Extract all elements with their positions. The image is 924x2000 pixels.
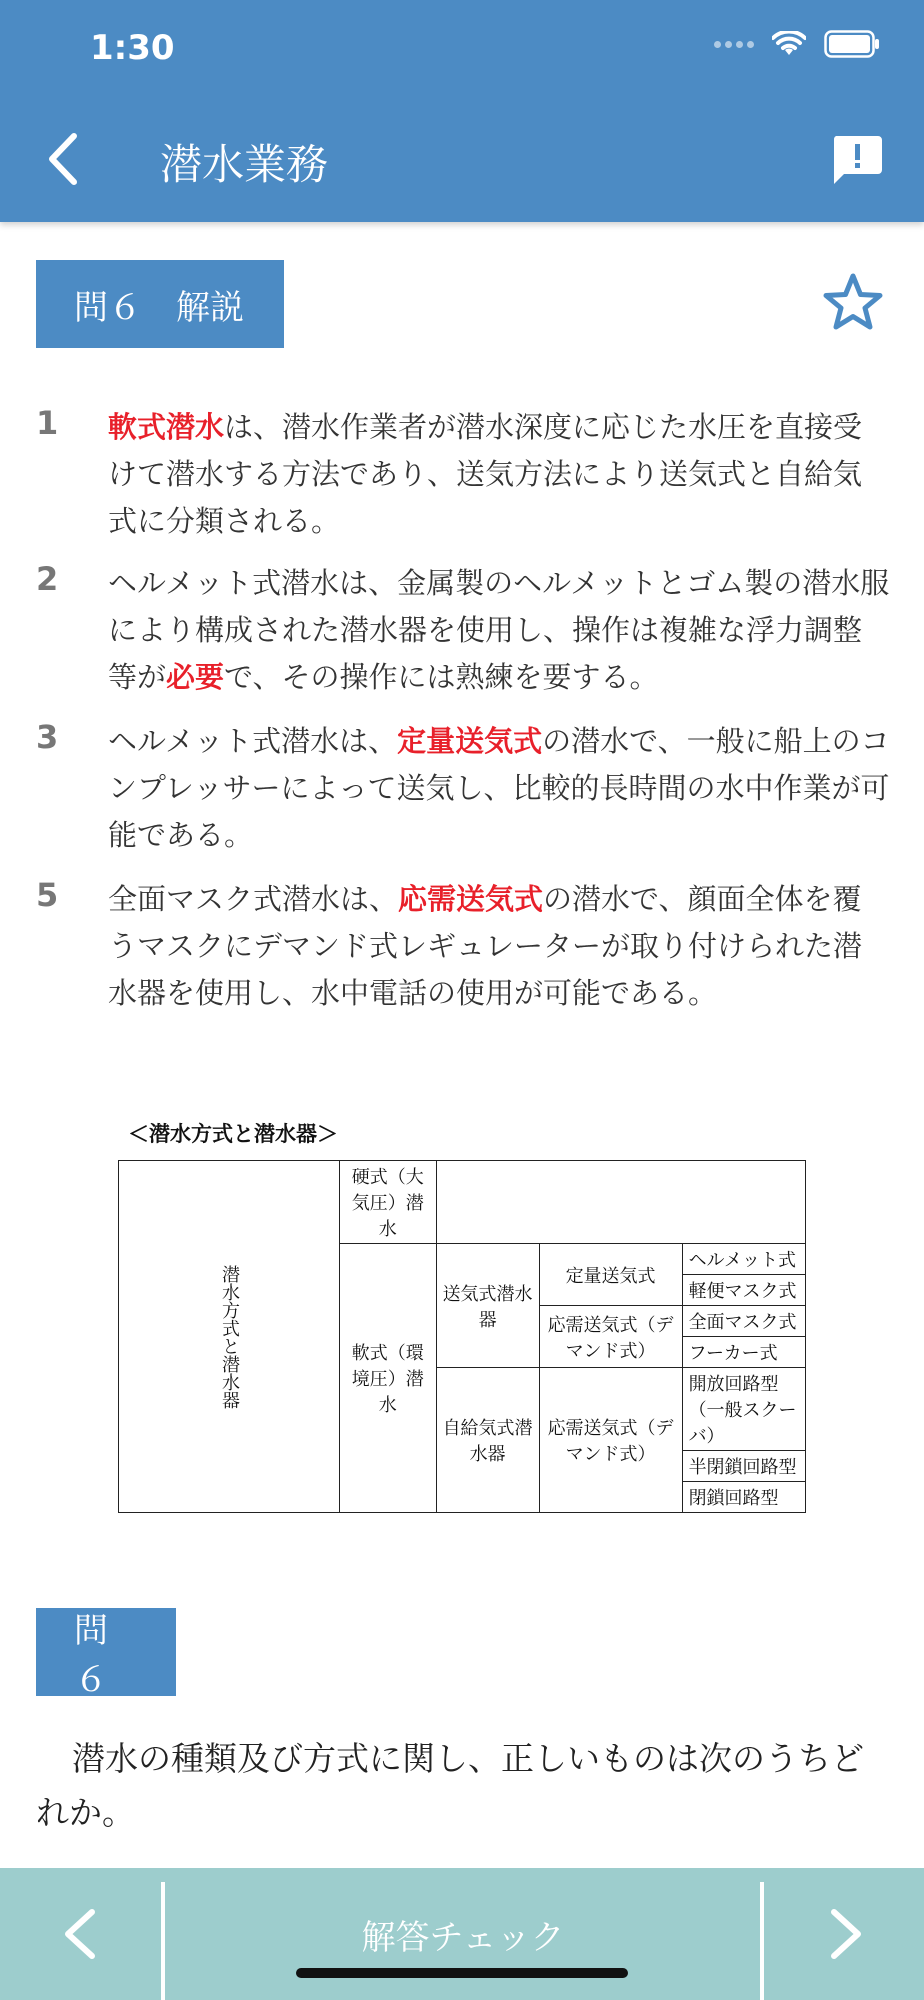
item-number: 1 <box>36 404 59 442</box>
table-cell-type: フーカー式 <box>682 1337 805 1368</box>
divider <box>161 1882 165 2000</box>
bookmark-star-icon[interactable] <box>822 272 884 334</box>
question-text: 潜水の種類及び方式に関し、正しいものは次のうちどれか。 <box>36 1739 864 1832</box>
answer-check-button[interactable] <box>166 1868 760 2000</box>
table-cell-self: 自給気式潜水器 <box>436 1368 539 1513</box>
item-number: 5 <box>36 876 59 914</box>
item-number: 2 <box>36 560 59 598</box>
table-cell-type: 閉鎖回路型 <box>682 1482 805 1513</box>
item-text: ヘルメット式潜水は、定量送気式の潜水で、一般に船上のコンプレッサーによって送気し、比較的長時間の水中作業が可能である。 <box>108 724 890 852</box>
signal-icon <box>714 41 754 48</box>
item-text: 軟式潜水は、潜水作業者が潜水深度に応じた水圧を直接受けて潜水する方法であり、送気方法により送気式と自給気式に分類される。 <box>108 410 863 538</box>
table-cell-soft: 軟式（環境圧）潜水 <box>340 1244 437 1513</box>
item-text: ヘルメット式潜水は、金属製のヘルメットとゴム製の潜水服により構成された潜水器を使用し、操作は複雑な浮力調整等が必要で、その操作には熟練を要する。 <box>108 566 890 694</box>
page-title: 潜水業務 <box>160 140 329 189</box>
table-cell-empty <box>436 1161 805 1244</box>
explanation-label-text: 問６ 解説 <box>74 287 244 328</box>
explanation-item-5 <box>36 876 890 1017</box>
diving-methods-figure <box>118 1118 808 1513</box>
explanation-label <box>36 260 284 348</box>
diving-methods-table <box>118 1160 806 1513</box>
app-header <box>0 0 924 222</box>
report-icon[interactable] <box>830 132 884 186</box>
highlight-term: 軟式潜水 <box>108 410 225 444</box>
table-cell-demand: 応需送気式（デマンド式） <box>539 1368 682 1513</box>
table-cell-hard: 硬式（大気圧）潜水 <box>340 1161 437 1244</box>
table-cell-type: 全面マスク式 <box>682 1306 805 1337</box>
figure-title: ＜潜水方式と潜水器＞ <box>128 1121 338 1146</box>
highlight-term: 定量送気式 <box>397 724 543 758</box>
question-label-text: 問６ <box>74 1611 108 1700</box>
explanation-item-2 <box>36 560 890 701</box>
next-arrow-icon[interactable] <box>764 1868 924 2000</box>
table-cell-type: 開放回路型（一般スクーバ） <box>682 1368 805 1451</box>
highlight-term: 応需送気式 <box>398 882 544 916</box>
wifi-icon <box>772 31 806 57</box>
answer-check-label: 解答チェック <box>361 1917 565 1958</box>
bottom-nav-bar <box>0 1868 924 2000</box>
explanation-item-3 <box>36 718 890 859</box>
table-cell-supply: 送気式潜水器 <box>436 1244 539 1368</box>
table-vertical-label: 潜水方式と潜水器 <box>119 1161 340 1513</box>
explanation-item-1 <box>36 404 890 545</box>
highlight-term: 必要 <box>166 660 225 694</box>
table-cell-type: 軽便マスク式 <box>682 1275 805 1306</box>
item-text: 全面マスク式潜水は、応需送気式の潜水で、顔面全体を覆うマスクにデマンド式レギュレーターが取り付けられた潜水器を使用し、水中電話の使用が可能である。 <box>108 882 863 1010</box>
question-label <box>36 1608 176 1700</box>
table-cell-type: ヘルメット式 <box>682 1244 805 1275</box>
home-indicator <box>296 1968 628 1978</box>
item-number: 3 <box>36 718 59 756</box>
battery-icon <box>824 30 880 58</box>
table-cell-type: 半閉鎖回路型 <box>682 1451 805 1482</box>
back-icon[interactable] <box>40 128 90 190</box>
table-cell-demand: 応需送気式（デマンド式） <box>539 1306 682 1368</box>
status-time: 1:30 <box>90 28 175 68</box>
prev-arrow-icon[interactable] <box>0 1868 162 2000</box>
table-cell-constant: 定量送気式 <box>539 1244 682 1306</box>
status-icons <box>714 30 880 58</box>
